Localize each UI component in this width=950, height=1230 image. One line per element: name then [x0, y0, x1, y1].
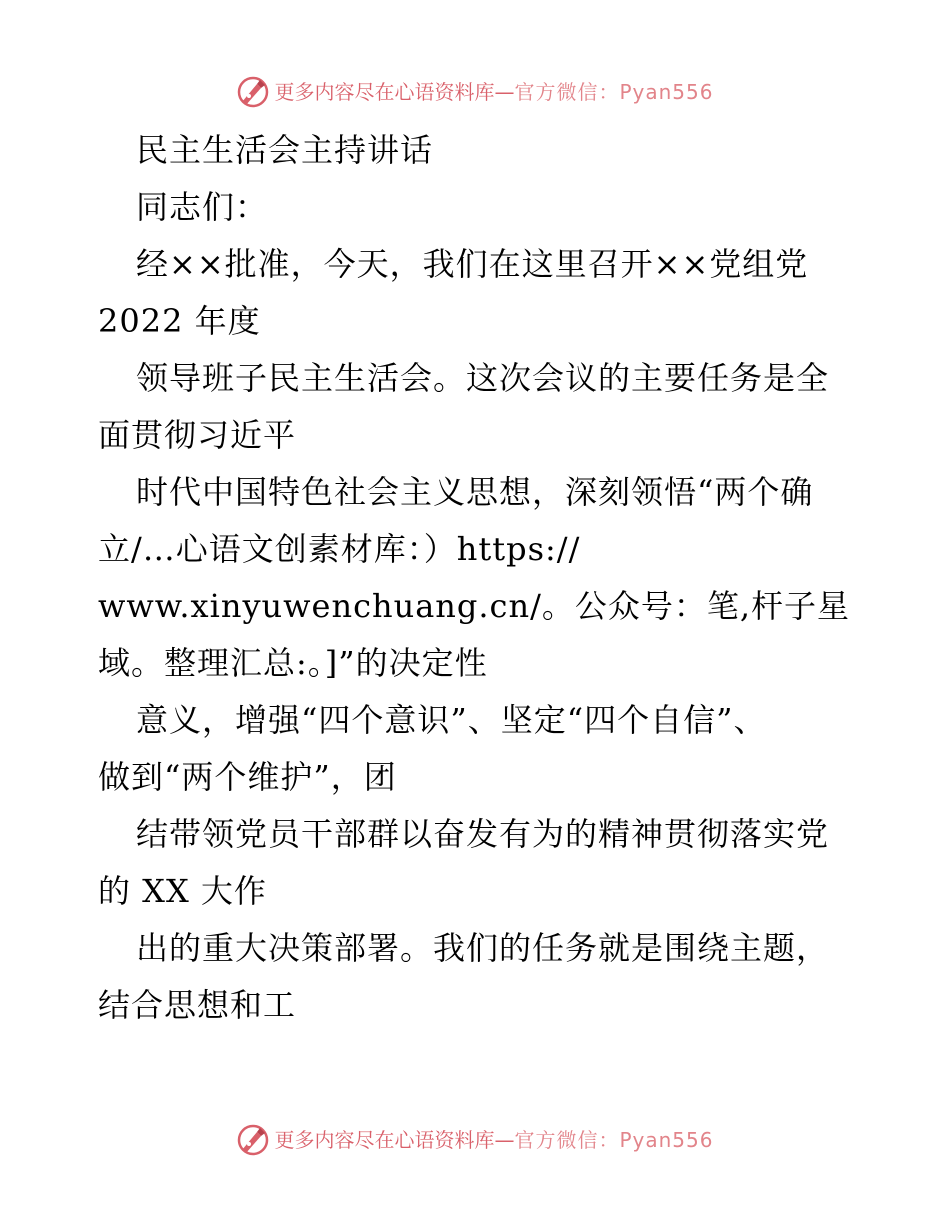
document-line: 意义，增强“四个意识”、坚定“四个自信”、 — [136, 701, 767, 739]
document-line: 域。整理汇总:。]”的决定性 — [98, 644, 488, 682]
document-line: 立/…心语文创素材库：）https:// — [98, 530, 581, 568]
document-line: 结合思想和工 — [98, 986, 297, 1024]
document-line: www.xinyuwenchuang.cn/。公众号：笔,杆子星 — [98, 587, 851, 625]
banner-text: 更多内容尽在心语资料库— — [274, 80, 515, 104]
document-line: 结带领党员干部群以奋发有为的精神贯彻落实党 — [136, 815, 830, 853]
document-line: 经××批准，今天，我们在这里召开××党组党 — [136, 245, 809, 283]
document-line: 面贯彻习近平 — [98, 416, 297, 454]
pen-logo-icon — [236, 75, 270, 109]
banner-wechat: 官方微信：Pyan556 — [514, 80, 714, 104]
footer-banner — [0, 1120, 950, 1160]
document-body — [98, 122, 858, 1034]
document-line: 同志们： — [136, 188, 269, 226]
header-banner — [0, 72, 950, 112]
banner-text: 更多内容尽在心语资料库— — [274, 1128, 515, 1152]
document-line: 时代中国特色社会主义思想，深刻领悟“两个确 — [136, 473, 814, 511]
document-line: 领导班子民主生活会。这次会议的主要任务是全 — [136, 359, 830, 397]
document-line: 出的重大决策部署。我们的任务就是围绕主题， — [136, 929, 830, 967]
document-line: 2022 年度 — [98, 302, 261, 340]
document-title: 民主生活会主持讲话 — [136, 131, 434, 169]
document-line: 做到“两个维护”，团 — [98, 758, 397, 796]
document-line: 的 XX 大作 — [98, 872, 267, 910]
pen-logo-icon — [236, 1123, 270, 1157]
banner-wechat: 官方微信：Pyan556 — [514, 1128, 714, 1152]
